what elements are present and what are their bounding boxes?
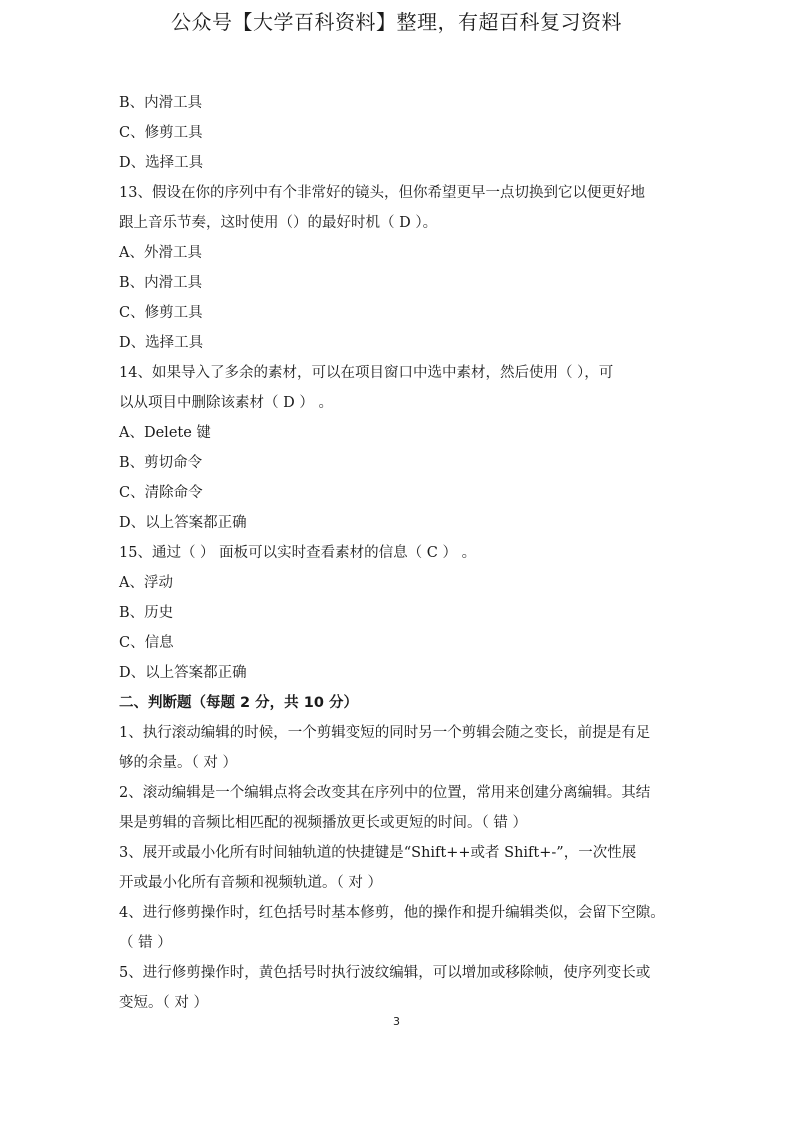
tf-1-line-1: 1、执行滚动编辑的时候，一个剪辑变短的同时另一个剪辑会随之变长，前提是有足 — [119, 725, 651, 741]
option-b-q14: B、剪切命令 — [119, 455, 203, 471]
option-c-q15: C、信息 — [119, 635, 174, 651]
question-14-line-1: 14、如果导入了多余的素材，可以在项目窗口中选中素材，然后使用（ ），可 — [119, 365, 614, 381]
option-b-q13: B、内滑工具 — [119, 275, 203, 291]
option-b-q12: B、内滑工具 — [119, 95, 203, 111]
tf-2-line-2: 果是剪辑的音频比相匹配的视频播放更长或更短的时间。（ 错 ） — [119, 815, 527, 831]
tf-1-line-2: 够的余量。（ 对 ） — [119, 755, 237, 771]
option-c-q13: C、修剪工具 — [119, 305, 203, 321]
tf-4-line-2: （ 错 ） — [119, 935, 172, 951]
question-15: 15、通过（ ） 面板可以实时查看素材的信息（ C ） 。 — [119, 545, 477, 561]
tf-3-line-2: 开或最小化所有音频和视频轨道。（ 对 ） — [119, 875, 382, 891]
option-a-q14: A、Delete 键 — [119, 425, 211, 441]
page-header: 公众号【大学百科资料】整理，有超百科复习资料 — [171, 10, 622, 34]
question-13-line-2: 跟上音乐节奏，这时使用（）的最好时机（ D ）。 — [119, 215, 438, 231]
option-c-q12: C、修剪工具 — [119, 125, 203, 141]
tf-5-line-1: 5、进行修剪操作时，黄色括号时执行波纹编辑，可以增加或移除帧，使序列变长或 — [119, 965, 651, 981]
tf-3-line-1: 3、展开或最小化所有时间轴轨道的快捷键是“Shift++或者 Shift+-”，一次性展 — [119, 845, 637, 861]
option-a-q15: A、浮动 — [119, 575, 173, 591]
page-number: 3 — [393, 1015, 400, 1028]
option-d-q12: D、选择工具 — [119, 155, 204, 171]
option-c-q14: C、清除命令 — [119, 485, 203, 501]
option-d-q14: D、以上答案都正确 — [119, 515, 247, 531]
option-d-q13: D、选择工具 — [119, 335, 204, 351]
option-d-q15: D、以上答案都正确 — [119, 665, 247, 681]
tf-4-line-1: 4、进行修剪操作时，红色括号时基本修剪，他的操作和提升编辑类似，会留下空隙。 — [119, 905, 665, 921]
tf-5-line-2: 变短。（ 对 ） — [119, 995, 208, 1011]
document-body — [119, 88, 679, 1018]
section-heading-true-false: 二、判断题（每题 2 分，共 10 分） — [119, 695, 358, 711]
question-13-line-1: 13、假设在你的序列中有个非常好的镜头，但你希望更早一点切换到它以便更好地 — [119, 185, 645, 201]
tf-2-line-1: 2、滚动编辑是一个编辑点将会改变其在序列中的位置，常用来创建分离编辑。其结 — [119, 785, 651, 801]
option-b-q15: B、历史 — [119, 605, 174, 621]
option-a-q13: A、外滑工具 — [119, 245, 202, 261]
question-14-line-2: 以从项目中删除该素材（ D ） 。 — [119, 395, 333, 411]
